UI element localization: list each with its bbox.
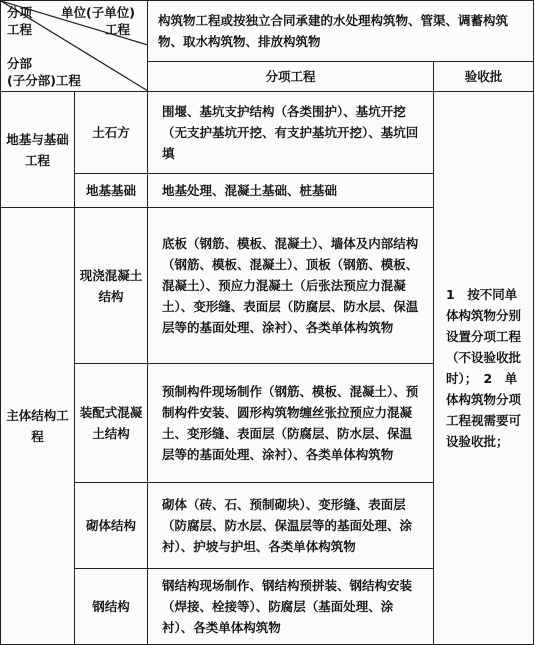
subdivision-steel: 钢结构 (75, 569, 148, 645)
header-subdivision-label: (子分部)工程 (7, 73, 81, 88)
column-header-subitem: 分项工程 (148, 61, 434, 91)
acceptance-note: 1 按不同单体构筑物分别设置分项工程（不设验收批时）； 2 单体构筑物分项工程视需要可设验收批； (434, 92, 534, 645)
items-foundation-base: 地基处理、混凝土基础、桩基础 (148, 174, 434, 208)
items-steel: 钢结构现场制作、钢结构预拼装、钢结构安装（焊接、栓接等）、防腐层（基面处理、涂衬）、各类单体构筑物 (148, 569, 434, 645)
items-precast: 预制构件现场制作（钢筋、模板、混凝土）、预制构件安装、圆形构筑物缠丝张拉预应力混凝土、变形缝、表面层（防腐层、防水层、保温层等的基面处理、涂衬）、各类单体构筑物 (148, 364, 434, 483)
unit-description: 构筑物工程或按独立合同承建的水处理构筑物、管渠、调蓄构筑物、取水构筑物、排放构筑物 (148, 1, 534, 62)
division-main-structure: 主体结构工程 (1, 208, 75, 645)
header-unit-project-label: 工程 (105, 22, 131, 37)
items-masonry: 砌体（砖、石、预制砌块）、变形缝、表面层（防腐层、防水层、保温层等的基面处理、涂衬）、护坡与护坦、各类单体构筑物 (148, 483, 434, 569)
diagonal-header-cell (1, 1, 148, 92)
subdivision-cast-in-place: 现浇混凝土结构 (75, 208, 148, 364)
subdivision-earthwork: 土石方 (75, 92, 148, 174)
items-cast-in-place: 底板（钢筋、模板、混凝土）、墙体及内部结构（钢筋、模板、混凝土）、顶板（钢筋、模板、混凝土）、预应力混凝土（后张法预应力混凝土）、变形缝、表面层（防腐层、防水层、保温层等的基面处理、涂衬）、各类单体构筑物 (148, 208, 434, 364)
header-unit-label: 单位(子单位) (61, 5, 135, 20)
subdivision-masonry: 砌体结构 (75, 483, 148, 569)
header-project-label: 工程 (7, 22, 33, 37)
column-header-acceptance: 验收批 (434, 61, 534, 91)
header-subitem-label: 分项 (7, 5, 33, 20)
subdivision-foundation-base: 地基基础 (75, 174, 148, 208)
subdivision-precast: 装配式混凝土结构 (75, 364, 148, 483)
items-earthwork: 围堰、基坑支护结构（各类围护）、基坑开挖（无支护基坑开挖、有支护基坑开挖）、基坑回填 (148, 92, 434, 174)
division-foundation: 地基与基础工程 (1, 92, 75, 208)
header-division-label: 分部 (7, 56, 33, 71)
